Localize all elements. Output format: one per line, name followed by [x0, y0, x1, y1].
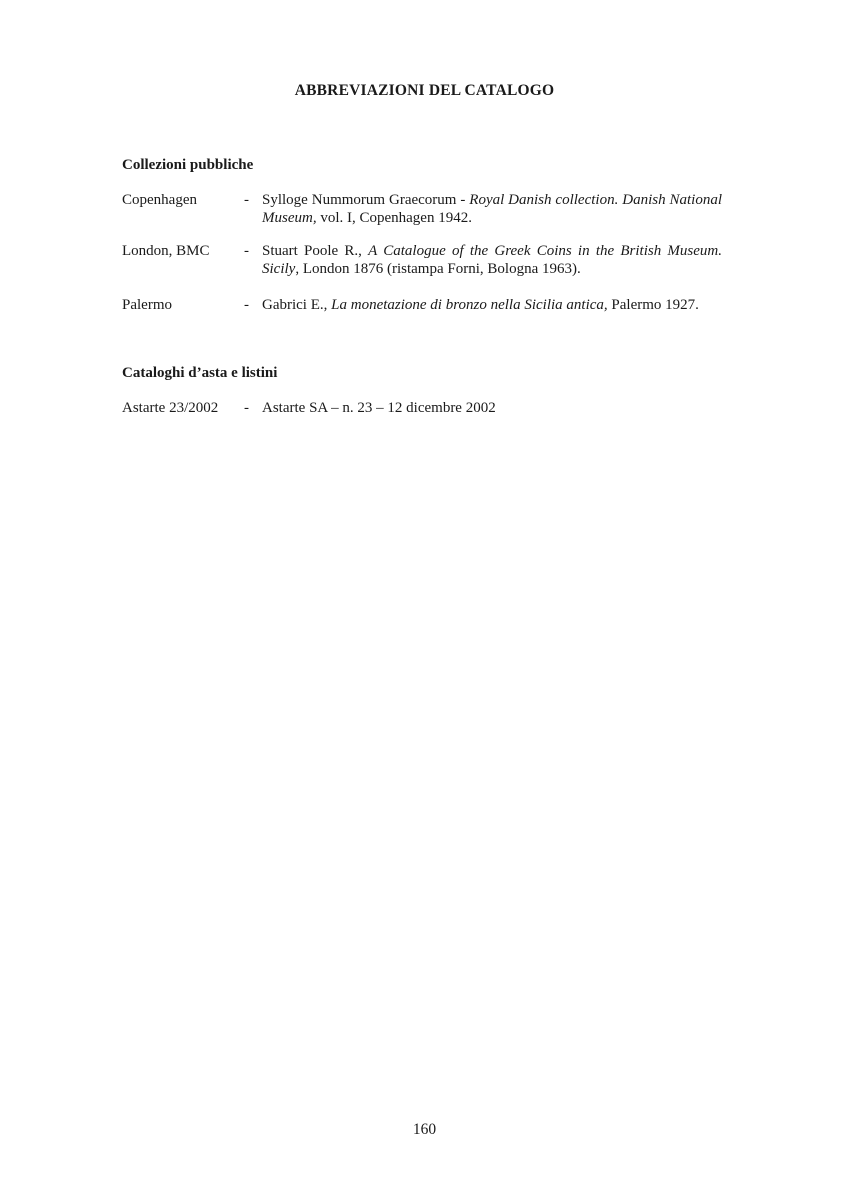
entry-abbreviation: Palermo	[122, 297, 172, 313]
description-text: Palermo 1927.	[607, 297, 699, 313]
entry-abbreviation: London, BMC	[122, 243, 210, 259]
entry-description	[262, 242, 722, 278]
entry-dash: -	[244, 400, 249, 416]
description-title: Royal Danish collection. Danish National Museum,	[262, 192, 722, 226]
entry-abbreviation: Copenhagen	[122, 192, 197, 208]
description-text: Sylloge Nummorum Graecorum -	[262, 192, 470, 208]
entry-abbreviation: Astarte 23/2002	[122, 400, 219, 416]
entry-description: Astarte SA – n. 23 – 12 dicembre 2002	[262, 400, 496, 416]
entry-description	[262, 191, 722, 227]
entry-dash: -	[244, 192, 249, 208]
description-text: Gabrici E.,	[262, 297, 332, 313]
description-text: , London 1876 (ristampa Forni, Bologna 1963).	[295, 261, 581, 277]
description-text: vol. I, Copenhagen 1942.	[316, 210, 472, 226]
description-title: A Catalogue of the Greek Coins in the British Museum. Sicily	[262, 243, 722, 277]
section-heading-public-collections: Collezioni pubbliche	[122, 157, 254, 173]
description-text: Stuart Poole R.,	[262, 243, 369, 259]
section-heading-auction-catalogues: Cataloghi d’asta e listini	[122, 365, 278, 381]
description-title: La monetazione di bronzo nella Sicilia antica,	[331, 297, 608, 313]
page-number: 160	[412, 1121, 437, 1138]
entry-dash: -	[244, 297, 249, 313]
entry-description	[262, 296, 722, 314]
page-title: ABBREVIAZIONI DEL CATALOGO	[294, 82, 555, 99]
entry-dash: -	[244, 243, 249, 259]
